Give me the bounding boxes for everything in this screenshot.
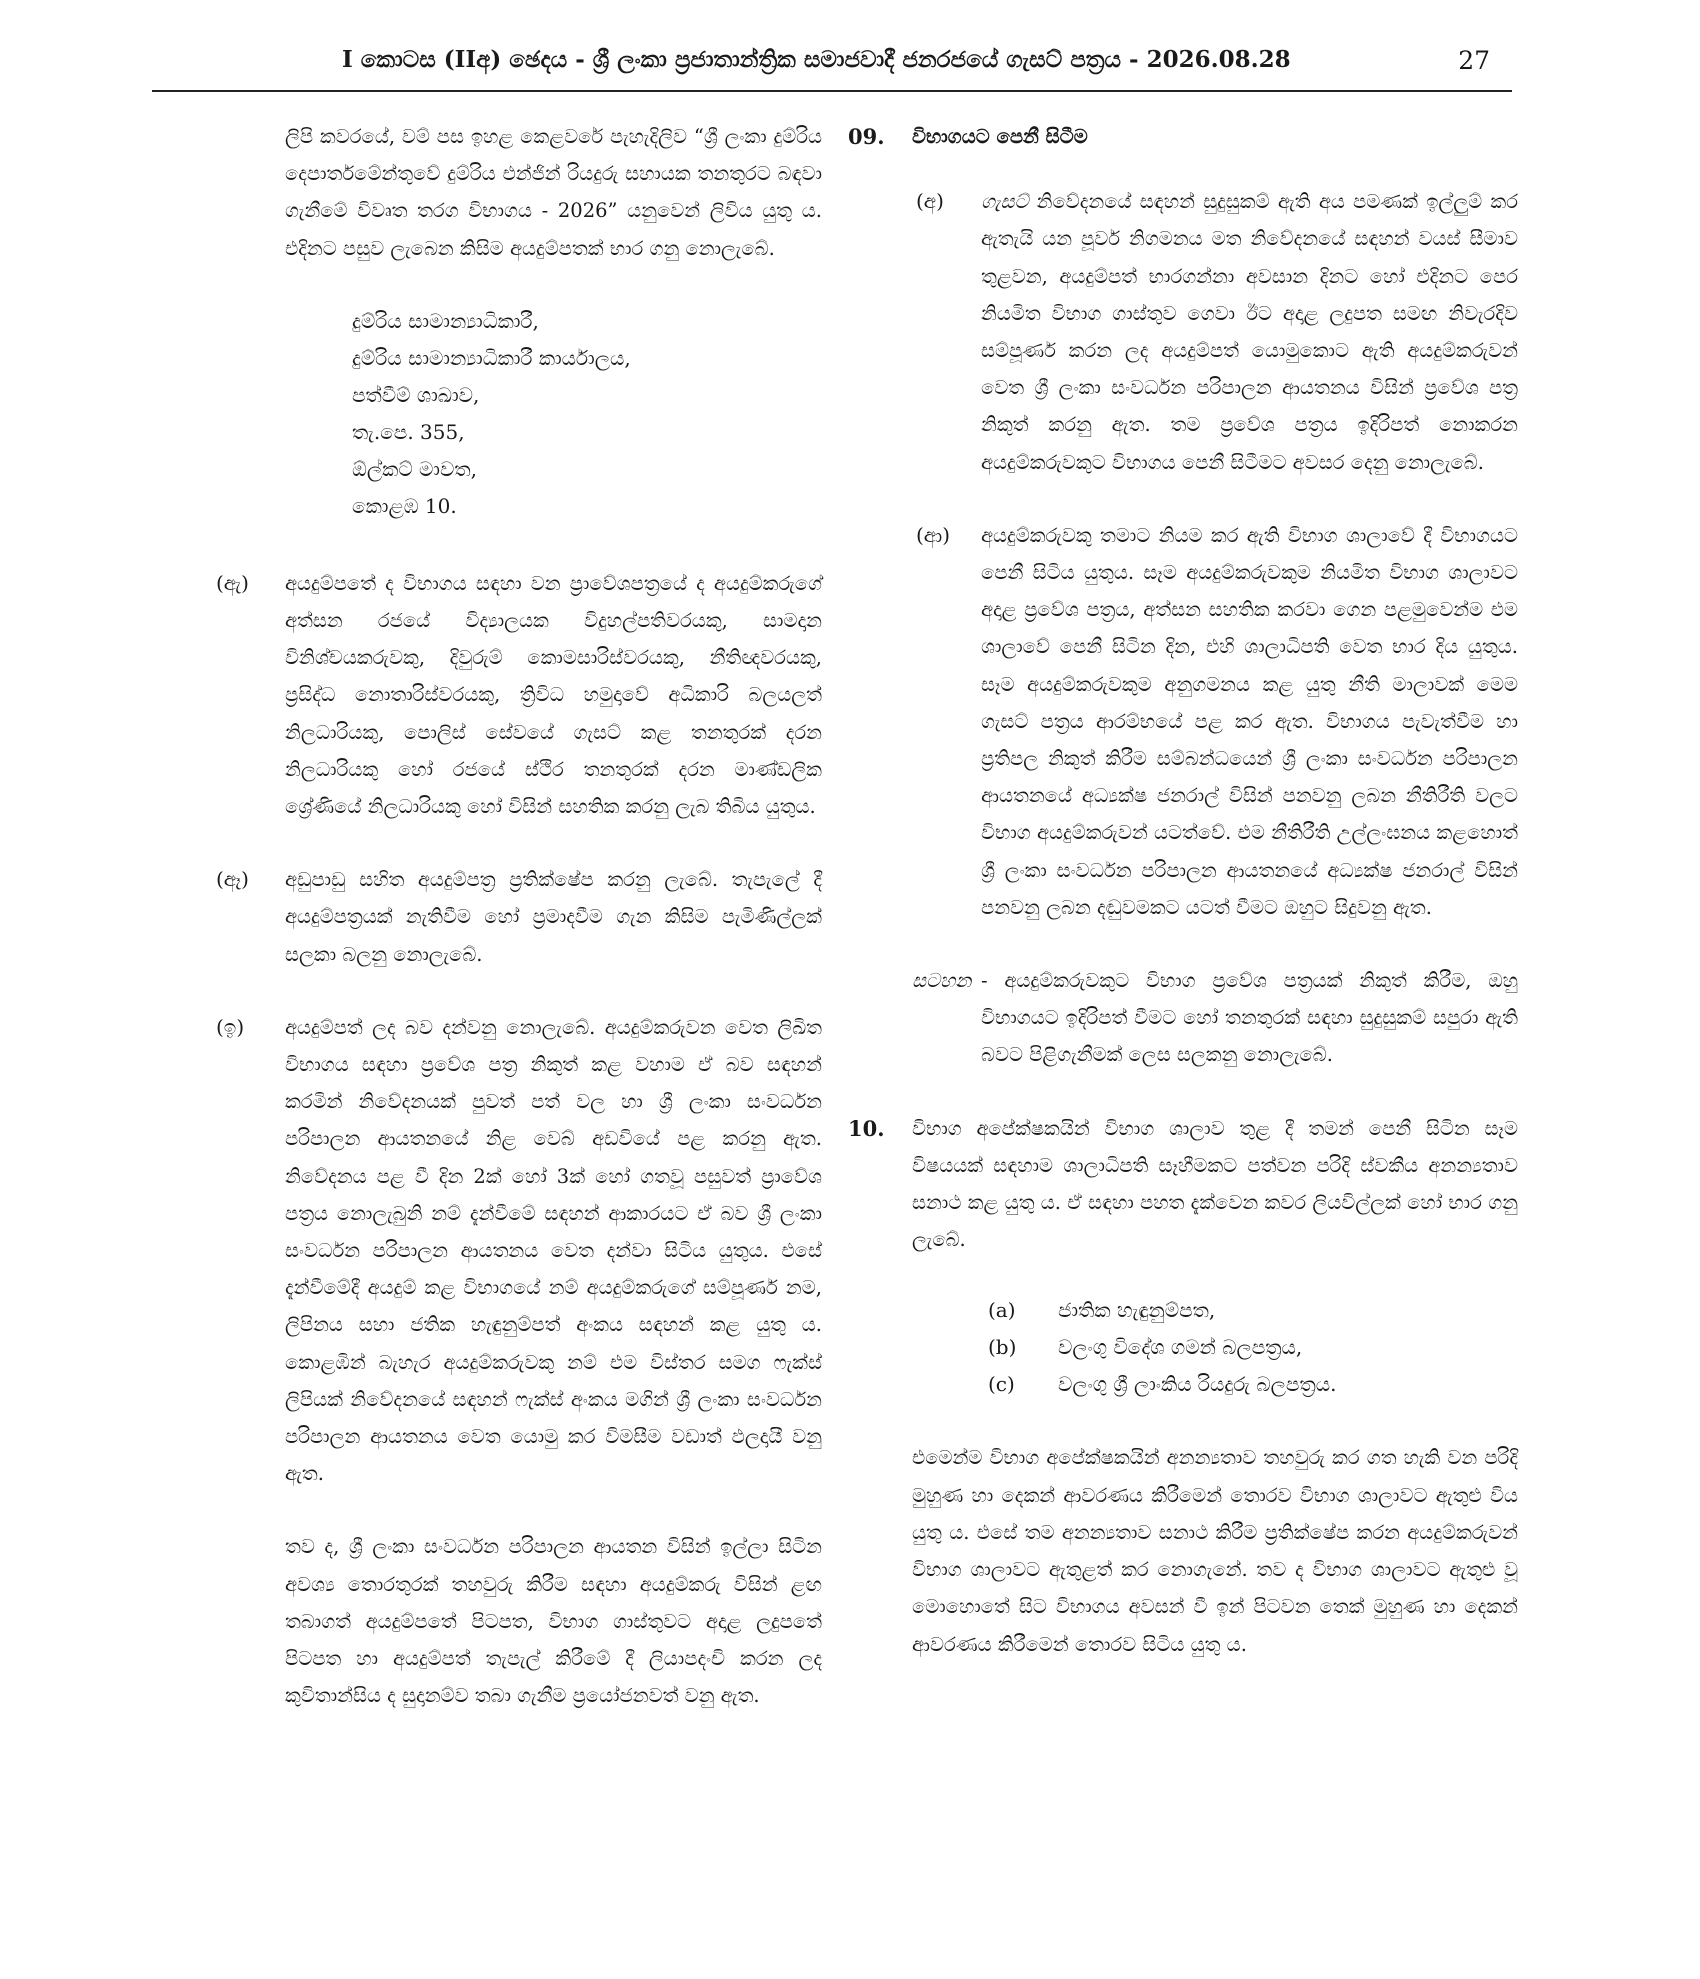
clause-a [848, 183, 1518, 481]
section-number: 10. [848, 1115, 885, 1141]
address-line: තැ.පෙ. 355, [352, 419, 465, 444]
section-number: 09. [848, 124, 885, 149]
section-title: විභාගයට පෙනී සිටීම [912, 125, 1088, 148]
list-text: වලංගු විදේශ ගමන් බලපත්‍රය, [1058, 1335, 1303, 1360]
list-label: (b) [988, 1335, 1017, 1360]
list-label: (a) [988, 1298, 1016, 1323]
left-column [152, 118, 822, 1751]
clause-aee [152, 861, 822, 973]
identity-documents-list [848, 1292, 1518, 1403]
clause-i [152, 1009, 822, 1493]
clause-ae [152, 565, 822, 825]
page-header [152, 44, 1512, 92]
clause-label: (අ) [916, 189, 944, 214]
right-column [848, 118, 1518, 1663]
clause-text: අයදුම්පතේ ද විභාගය සඳහා වන ප්‍රාවේශපත්‍රයේ ද අයදුම්කරුගේ අත්සන රජයේ විද්‍යාලයක විදුහල්පතිවරයකු, සාමදාන විනිශ්චයකරුවකු, දිවුරුම් කොමසාරිස්වරයකු, නීතිඥවරයකු, ප්‍රසිද්ධ නොතාරිස්වරයකු, ත්‍රිවිධ හමුදාවේ අධිකාරි බලයලත් නිලධාරියකු, පොලිස් සේවයේ ගැසට් කළ තනතුරක් දරන නිලධාරියකු හෝ රජයේ ස්ථිර තනතුරක් දරන මාණ්ඩලික ශ්‍රේණියේ නිලධාරියකු හෝ විසින් සහතික කරනු ලැබ තිබිය යුතුය. [285, 571, 822, 819]
clause-text: අයදුම්කරුවකු තමාට නියම කර ඇති විභාග ශාලාවේ දී විභාගයට පෙනී සිටිය යුතුය. සෑම අයදුම්කරුවකුම නියමිත විභාග ශාලාවට අදාළ ප්‍රවේශ පත්‍රය, අත්සන සහතික කරවා ගෙන පළමුවෙන්ම එම ශාලාවේ පෙනී සිටින දින, එහි ශාලාධිපති වෙත භාර දිය යුතුය. සෑම අයදුම්කරුවකුම අනුගමනය කළ යුතු නීති මාලාවක් මෙම ගැසට් පත්‍රය ආරම්භයේ පළ කර ඇත. විභාගය පැවැත්වීම හා ප්‍රතිපල නිකුත් කිරීම සම්බන්ධයෙන් ශ්‍රී ලංකා සංවර්ධන පරිපාලන ආයතනයේ අධ්‍යක්ෂ ජනරාල් විසින් පනවනු ලබන නීතිරීති වලට විභාග අයදුම්කරුවන් යටත්වේ. එම නීතිරීති උල්ලංඝනය කළහොත් ශ්‍රී ලංකා සංවර්ධන පරිපාලන ආයතනයේ අධ්‍යක්ෂ ජනරාල් විසින් පනවනු ලබන දඬුවමකට යටත් වීමට ඔහුට සිදුවනු ඇත. [981, 523, 1518, 919]
section-09-heading [848, 118, 1518, 155]
list-item [988, 1366, 1518, 1403]
list-label: (c) [988, 1372, 1015, 1397]
note-text: - අයදුම්කරුවකුට විභාග ප්‍රවේශ පත්‍රයක් නිකුත් කිරීම, ඔහු විභාගයට ඉදිරිපත් වීමට හෝ තනතුරක් සඳහා සුදුසුකම් සපුරා ඇති බවට පිළිගැනීමක් ලෙස සලකනු නොලැබේ. [981, 969, 1518, 1067]
italic-word: ගැසට් [981, 190, 1029, 214]
clause-aa [848, 517, 1518, 926]
clause-body: නිවේදනයේ සඳහන් සුදුසුකම් ඇති අය පමණක් ඉල්ලුම් කර ඇතැයි යන පූර්ව නිගමනය මත නිවේදනයේ සඳහන් වයස් සීමාව තුළවන, අයදුම්පත් භාරගන්නා අවසාන දිනට හෝ එදිනට පෙර නියමිත විභාග ගාස්තුව ගෙවා ඊට අදාළ ලදුපත සමඟ නිවැරදිව සම්පූර්ණ කරන ලද අයදුම්පත් යොමුකොට ඇති අයදුම්කරුවන් වෙත ශ්‍රී ලංකා සංවර්ධන පරිපාලන ආයතනය විසින් ප්‍රවේශ පත්‍ර නිකුත් කරනු ඇත. තම ප්‍රවේශ පත්‍රය ඉදිරිපත් නොකරන අයදුම්කරුවකුට විභාගය පෙනී සිටීමට අවසර දෙනු නොලැබේ. [981, 190, 1518, 474]
postal-address [152, 303, 822, 525]
clause-label: (ඉ) [216, 1014, 245, 1039]
section-10 [848, 1110, 1518, 1259]
note-label: සටහන [912, 969, 972, 993]
page-number: 27 [1458, 46, 1490, 75]
list-text: වලංගු ශ්‍රී ලාංකිය රියදුරු බලපත්‍රය. [1058, 1372, 1337, 1397]
address-line: දුම්රිය සාමාන්‍යාධිකාරී කාර්යාලය, [352, 345, 631, 370]
address-line: ඕල්කට් මාවත, [352, 456, 477, 481]
list-item [988, 1292, 1518, 1329]
section-10-closing: එමෙන්ම විභාග අපේක්ෂකයින් අනන්‍යතාව තහවුරු කර ගත හැකි වන පරිදි මුහුණ හා දෙකන් ආවරණය කිරීමෙන් තොරව විභාග ශාලාවට ඇතුළු විය යුතු ය. එසේ තම අනන්‍යතාව සනාථ කිරීම ප්‍රතික්ෂේප කරන අයදුම්කරුවන් විභාග ශාලාවට ඇතුළත් කර නොගැනේ. තව ද විභාග ශාලාවට ඇතුළු වූ මොහොතේ සිට විභාගය අවසන් වී ඉන් පිටවන තෙක් මුහුණ හා දෙකන් ආවරණය කිරීමෙන් තොරව සිටිය යුතු ය. [912, 1446, 1518, 1656]
address-line: පත්වීම් ශාඛාව, [352, 382, 480, 407]
address-line: කොළඹ 10. [352, 493, 457, 518]
clause-label: (ඈ) [216, 867, 249, 892]
list-item [988, 1329, 1518, 1366]
clause-i-continuation: තව ද, ශ්‍රී ලංකා සංවර්ධන පරිපාලන ආයතන විසින් ඉල්ලා සිටින අවශ්‍ය තොරතුරක් තහවුරු කිරීම සඳහා අයදුම්කරු විසින් ළඟ තබාගත් අයදුම්පතේ පිටපත, විභාග ගාස්තුවට අදාළ ලදුපතේ පිටපත හා අයදුම්පත් තැපැල් කිරීමේ දී ලියාපදංචි කරන ලද කුවිතාන්සිය ද සුදානම්ව තබා ගැනීම ප්‍රයෝජනවත් වනු ඇත. [285, 1535, 822, 1708]
section-text: විභාග අපේක්ෂකයින් විභාග ශාලාව තුළ දී තමන් පෙනී සිටින සෑම විෂයයක් සඳහාම ශාලාධිපති සෑහීමකට පත්වන පරිදි ස්වකීය අනන්‍යතාව සනාථ කළ යුතු ය. ඒ සඳහා පහත දැක්වෙන කවර ලියවිල්ලක් හෝ භාර ගනු ලැබේ. [912, 1116, 1518, 1252]
list-text: ජාතික හැඳුනුම්පත, [1058, 1298, 1216, 1323]
clause-text: අයදුම්පත් ලද බව දන්වනු නොලැබේ. අයදුම්කරුවන වෙත ලිඛිත විභාගය සඳහා ප්‍රවේශ පත්‍ර නිකුත් කළ වහාම ඒ බව සඳහන් කරමින් නිවේදනයක් පුවත් පත් වල හා ශ්‍රී ලංකා සංවර්ධන පරිපාලන ආයතනයේ නිළ වෙබ් අඩවියේ පළ කරනු ඇත. නිවේදනය පළ වී දින 2ක් හෝ 3ක් හෝ ගතවූ පසුවත් ප්‍රාවේශ පත්‍රය නොලැබුනි නම් දැන්වීමේ සඳහන් ආකාරයට ඒ බව ශ්‍රී ලංකා සංවර්ධන පරිපාලන ආයතනය වෙත දන්වා සිටිය යුතුය. එසේ දැන්වීමේදී අයදුම් කළ විභාගයේ නම් අයදුම්කරුගේ සම්පූර්ණ නම, ලිපිනය සහා ජතික හැඳුනුම්පත් අංකය සඳහන් කළ යුතු ය. කොළඹින් බැහැර අයදුම්කරුවකු නම් එම විස්තර සමග ෆැක්ස් ලිපියක් නිවේදනයේ සඳහන් ෆැක්ස් අංකය මගින් ශ්‍රී ලංකා සංවර්ධන පරිපාලන ආයතනය වෙත යොමු කර විමසීම වඩාත් ඵලදායී වනු ඇත. [285, 1015, 822, 1486]
note-block [848, 962, 1518, 1074]
address-line: දුම්රිය සාමාන්‍යාධිකාරී, [352, 308, 539, 333]
clause-label: (ආ) [916, 522, 951, 547]
running-title: I කොටස (IIඅ) ඡෙදය - ශ්‍රී ලංකා ප්‍රජාතාන්ත්‍රික සමාජවාදී ජනරජයේ ගැසට් පත්‍රය - 2026.08.28 [342, 46, 1291, 73]
envelope-instruction: ලිපි කවරයේ, වම් පස ඉහළ කෙළවරේ පැහැදිලිව “ශ්‍රී ලංකා දුම්රිය දෙපාර්තමේන්තුවේ දුම්රිය එන්ජින් රියදුරු සහායක තනතුරට බඳවා ගැනීමේ විවෘත තරග විභාගය - 2026” යනුවෙන් ලිවිය යුතු ය. එදිනට පසුව ලැබෙන කිසිම අයදුම්පතක් භාර ගනු නොලැබේ. [285, 125, 822, 260]
clause-text: අඩුපාඩු සහිත අයදුම්පත්‍ර ප්‍රතික්ෂේප කරනු ලැබේ. තැපැලේ දී අයදුම්පත්‍රයක් නැතිවීම හෝ ප්‍රමාදවීම ගැන කිසිම පැමිණිල්ලක් සලකා බලනු නොලැබේ. [285, 868, 822, 966]
clause-label: (ඇ) [216, 570, 249, 595]
clause-text [981, 183, 1518, 481]
